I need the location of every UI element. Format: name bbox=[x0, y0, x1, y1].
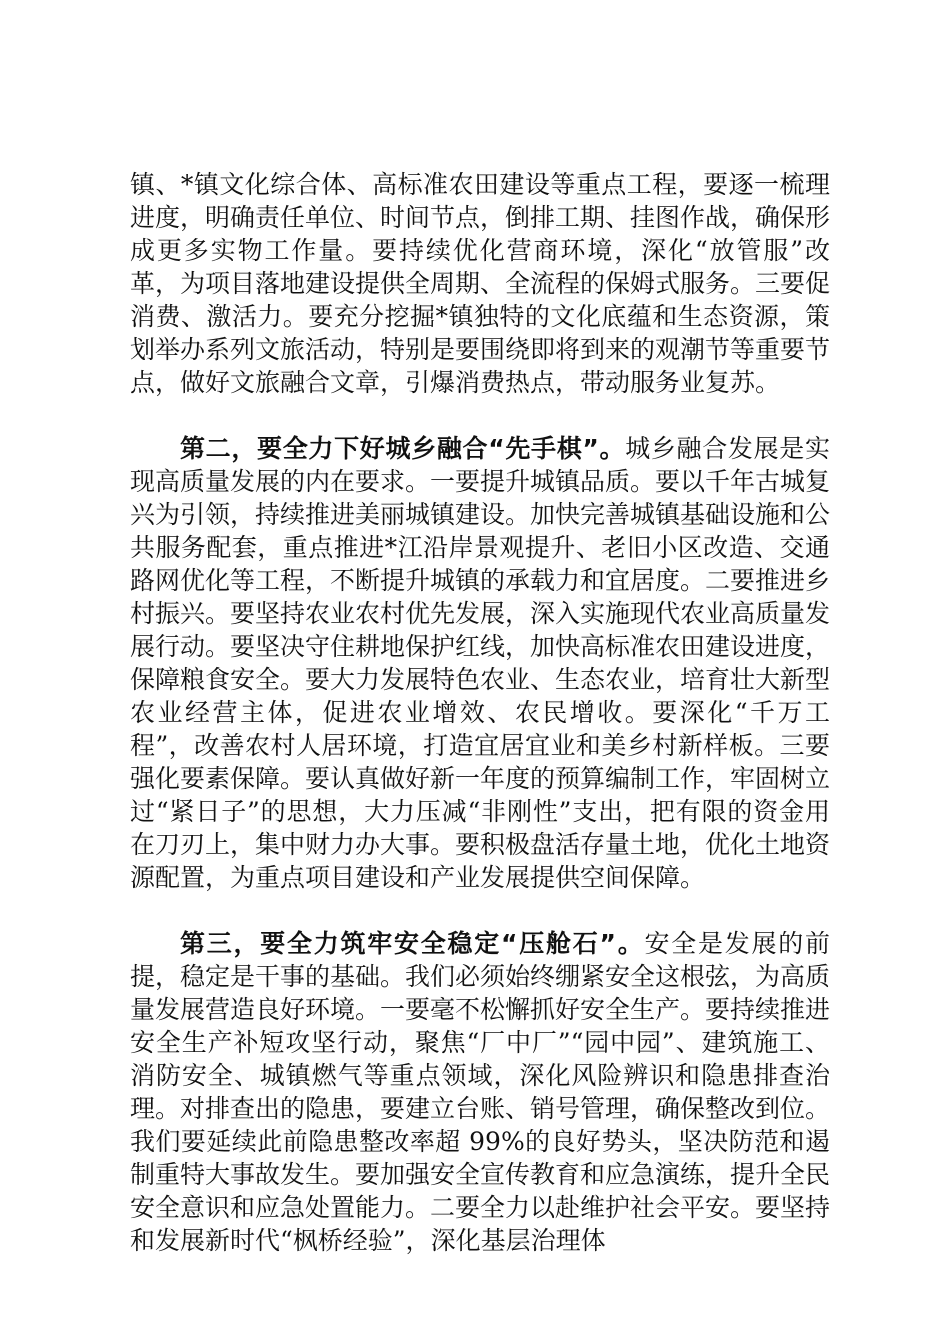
paragraph-safety-stability bbox=[130, 927, 830, 1257]
paragraph-body: 城乡融合发展是实现高质量发展的内在要求。一要提升城镇品质。要以千年古城复兴为引领，持续推进美丽城镇建设。加快完善城镇基础设施和公共服务配套，重点推进*江沿岸景观提升、老旧小区改造、交通路网优化等工程，不断提升城镇的承载力和宜居度。二要推进乡村振兴。要坚持农业农村优先发展，深入实施现代农业高质量发展行动。要坚决守住耕地保护红线，加快高标准农田建设进度，保障粮食安全。要大力发展特色农业、生态农业，培育壮大新型农业经营主体，促进农业增效、农民增收。要深化“千万工程”，改善农村人居环境，打造宜居宜业和美乡村新样板。三要强化要素保障。要认真做好新一年度的预算编制工作，牢固树立过“紧日子”的思想，大力压减“非刚性”支出，把有限的资金用在刀刃上，集中财力办大事。要积极盘活存量土地，优化土地资源配置，为重点项目建设和产业发展提供空间保障。 bbox=[130, 434, 831, 892]
paragraph-lead-heading: 第三，要全力筑牢安全稳定“压舱石”。 bbox=[180, 929, 645, 958]
paragraph-continuation bbox=[130, 168, 830, 399]
paragraph-body: 镇、*镇文化综合体、高标准农田建设等重点工程，要逐一梳理进度，明确责任单位、时间节点，倒排工期、挂图作战，确保形成更多实物工作量。要持续优化营商环境，深化“放管服”改革，为项目落地建设提供全周期、全流程的保姆式服务。三要促消费、激活力。要充分挖掘*镇独特的文化底蕴和生态资源，策划举办系列文旅活动，特别是要围绕即将到来的观潮节等重要节点，做好文旅融合文章，引爆消费热点，带动服务业复苏。 bbox=[130, 170, 831, 397]
document-page bbox=[130, 168, 830, 1257]
paragraph-body: 安全是发展的前提，稳定是干事的基础。我们必须始终绷紧安全这根弦，为高质量发展营造良好环境。一要毫不松懈抓好安全生产。要持续推进安全生产补短攻坚行动，聚焦“厂中厂”“园中园”、建筑施工、消防安全、城镇燃气等重点领域，深化风险辨识和隐患排查治理。对排查出的隐患，要建立台账、销号管理，确保整改到位。我们要延续此前隐患整改率超 99%的良好势头，坚决防范和遏制重特大事故发生。要加强安全宣传教育和应急演练，提升全民安全意识和应急处置能力。二要全力以赴维护社会平安。要坚持和发展新时代“枫桥经验”，深化基层治理体 bbox=[130, 929, 831, 1255]
paragraph-urban-rural bbox=[130, 432, 830, 894]
paragraph-lead-heading: 第二，要全力下好城乡融合“先手棋”。 bbox=[180, 434, 626, 463]
